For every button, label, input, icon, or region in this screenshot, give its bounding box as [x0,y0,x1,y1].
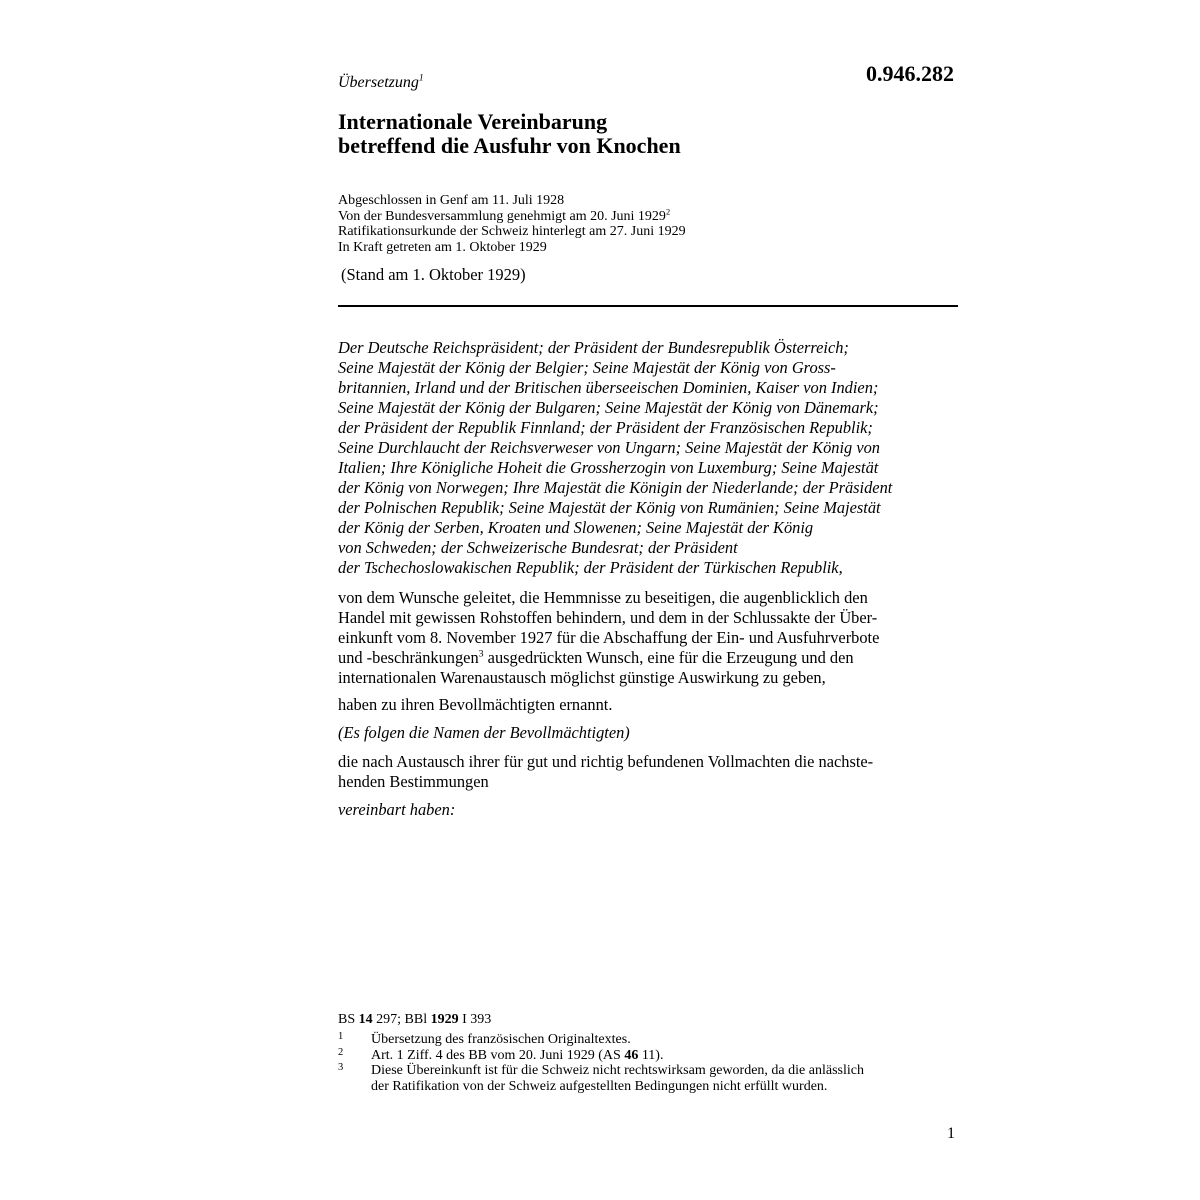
footnote-text: der Ratifikation von der Schweiz aufgestellten Bedingungen nicht erfüllt wurden. [371,1078,828,1094]
preamble-line: Der Deutsche Reichspräsident; der Präsident der Bundesrepublik Österreich; [338,338,849,357]
preamble-line: Italien; Ihre Königliche Hoheit die Grossherzogin von Luxemburg; Seine Majestät [338,458,879,477]
exchange-line: die nach Austausch ihrer für gut und richtig befundenen Vollmachten die nachste- [338,752,874,771]
preamble-line: Seine Majestät der König der Bulgaren; Seine Majestät der König von Dänemark; [338,398,879,417]
in-force-date: In Kraft getreten am 1. Oktober 1929 [338,239,547,255]
footnote-2 [338,1048,958,1064]
sr-number: 0.946.282 [866,61,954,86]
agreed-clause: vereinbart haben: [338,800,456,819]
preamble-line: britannien, Irland und der Britischen überseeischen Dominien, Kaiser von Indien; [338,378,879,397]
recital-line: einkunft vom 8. November 1927 für die Abschaffung der Ein- und Ausfuhrverbote [338,628,880,647]
source-references: BS 14 297; BBl 1929 I 393 [338,1012,492,1027]
ratification-date: Ratifikationsurkunde der Schweiz hinterlegt am 27. Juni 1929 [338,224,686,239]
preamble-line: der Polnischen Republik; Seine Majestät der König von Rumänien; Seine Majestät [338,498,881,517]
recital-line: internationalen Warenaustausch möglichst günstige Auswirkung zu geben, [338,668,826,687]
header-divider [338,305,958,307]
document-title [338,110,681,158]
footnote-ref-2[interactable]: 2 [665,206,671,216]
document-metadata [338,193,686,255]
recital-line: Handel mit gewissen Rohstoffen behindern, und dem in der Schlussakte der Über- [338,608,878,627]
exchange-line: henden Bestimmungen [338,772,489,791]
title-line: Internationale Vereinbarung [338,109,608,134]
preamble-line: Seine Majestät der König der Belgier; Seine Majestät der König von Gross- [338,358,836,377]
exchange-clause [338,752,955,792]
status-date: (Stand am 1. Oktober 1929) [341,265,526,284]
recital-paragraph [338,588,955,688]
preamble-line: der Präsident der Republik Finnland; der Präsident der Französischen Republik; [338,418,873,437]
approval-date: Von der Bundesversammlung genehmigt am 20. Juni 1929$^2$ [338,206,671,224]
plenipotentiaries-note: (Es folgen die Namen der Bevollmächtigten) [338,723,630,742]
plenipotentiaries-clause: haben zu ihren Bevollmächtigten ernannt. [338,695,613,714]
translation-label: Übersetzung$^1$ [338,72,424,91]
preamble-line: Seine Durchlaucht der Reichsverweser von Ungarn; Seine Majestät der König von [338,438,880,457]
footnote-mark: 2 [338,1046,344,1058]
preamble-line: der König von Norwegen; Ihre Majestät die Königin der Niederlande; der Präsident [338,478,893,497]
footnotes [338,1032,958,1094]
page-number: 1 [947,1125,955,1142]
footnote-mark: 3 [338,1062,344,1073]
footnote-ref-1[interactable]: 1 [418,72,424,84]
preamble-parties [338,338,955,578]
title-line: betreffend die Ausfuhr von Knochen [338,133,681,158]
footnote-text: Übersetzung des französischen Originaltextes. [371,1032,631,1047]
recital-line: von dem Wunsche geleitet, die Hemmnisse zu beseitigen, die augenblicklich den [338,588,868,607]
recital-line: und -beschränkungen$^3$ ausgedrückten Wunsch, eine für die Erzeugung und den [338,648,854,667]
footnote-ref-3[interactable]: 3 [478,648,484,660]
footnote-mark: 1 [338,1031,344,1042]
footnote-text: Art. 1 Ziff. 4 des BB vom 20. Juni 1929 (AS 46 11). [371,1047,664,1063]
preamble-line: der König der Serben, Kroaten und Slowenen; Seine Majestät der König [338,518,814,537]
footnote-3 [338,1063,958,1094]
preamble-line: der Tschechoslowakischen Republik; der Präsident der Türkischen Republik, [338,558,843,577]
footnote-text: Diese Übereinkunft ist für die Schweiz nicht rechtswirksam geworden, da die anlässlich [371,1063,864,1078]
concluded-date: Abgeschlossen in Genf am 11. Juli 1928 [338,193,565,208]
footnote-1 [338,1032,958,1048]
preamble-line: von Schweden; der Schweizerische Bundesrat; der Präsident [338,538,738,557]
